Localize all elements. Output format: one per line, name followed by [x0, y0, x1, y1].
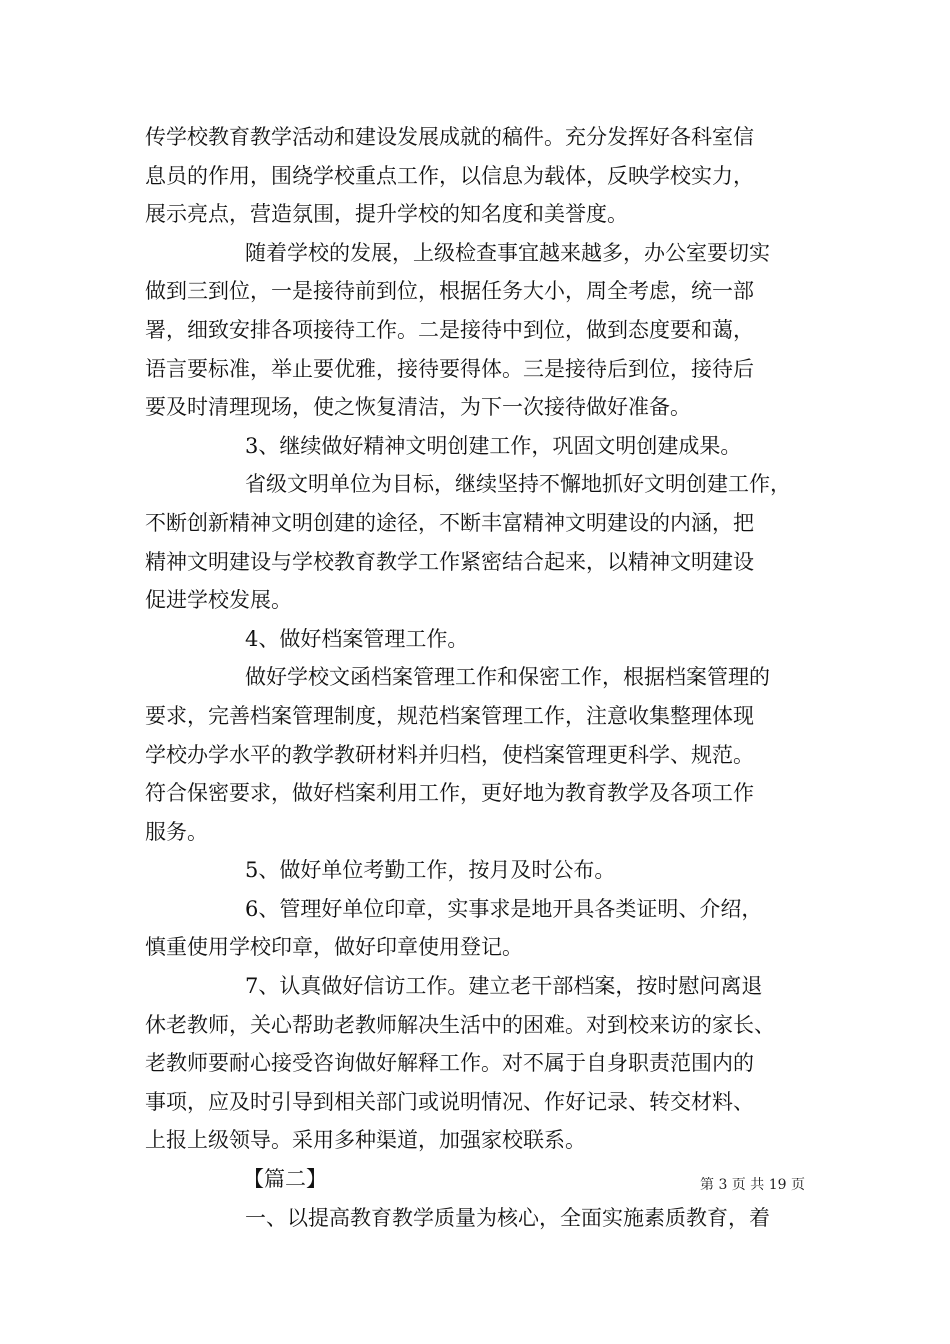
- text-line: 学校办学水平的教学教研材料并归档，使档案管理更科学、规范。: [145, 742, 754, 767]
- text-line: 老教师要耐心接受咨询做好解释工作。对不属于自身职责范围内的: [145, 1051, 754, 1076]
- page-number-footer: 第 3 页 共 19 页: [700, 1177, 805, 1193]
- text-line: 传学校教育教学活动和建设发展成就的稿件。充分发挥好各科室信: [145, 125, 754, 149]
- section-heading-3: 3、继续做好精神文明创建工作，巩固文明创建成果。: [245, 433, 742, 458]
- text-line: 语言要标准，举止要优雅，接待要得体。三是接待后到位，接待后: [145, 356, 754, 381]
- text-line: 符合保密要求，做好档案利用工作，更好地为教育教学及各项工作: [145, 781, 754, 806]
- text-line: 署，细致安排各项接待工作。二是接待中到位，做到态度要和蔼，: [145, 317, 754, 342]
- section-heading-7: 7、认真做好信访工作。建立老干部档案，按时慰问离退: [245, 974, 763, 999]
- text-line: 要及时清理现场，使之恢复清洁，为下一次接待做好准备。: [145, 395, 691, 420]
- section-heading-4: 4、做好档案管理工作。: [245, 626, 469, 651]
- paragraph-start-line: 一、以提高教育教学质量为核心，全面实施素质教育，着: [245, 1205, 770, 1230]
- paragraph-start-line: 省级文明单位为目标，继续坚持不懈地抓好文明创建工作，: [245, 472, 791, 497]
- text-line: 精神文明建设与学校教育教学工作紧密结合起来，以精神文明建设: [145, 549, 754, 574]
- text-line: 不断创新精神文明创建的途径，不断丰富精神文明建设的内涵，把: [145, 510, 754, 535]
- text-line: 促进学校发展。: [145, 588, 292, 613]
- section-heading-6: 6、管理好单位印章，实事求是地开具各类证明、介绍，: [245, 896, 763, 921]
- text-line: 事项，应及时引导到相关部门或说明情况、作好记录、转交材料、: [145, 1089, 754, 1114]
- text-line: 慎重使用学校印章，做好印章使用登记。: [145, 935, 523, 960]
- text-line: 服务。: [145, 819, 208, 844]
- document-body: [145, 118, 815, 1237]
- text-line: 展示亮点，营造氛围，提升学校的知名度和美誉度。: [145, 202, 628, 227]
- paragraph-start-line: 随着学校的发展，上级检查事宜越来越多，办公室要切实: [245, 240, 770, 265]
- section-heading-5: 5、做好单位考勤工作，按月及时公布。: [245, 858, 616, 883]
- text-line: 做到三到位，一是接待前到位，根据任务大小，周全考虑，统一部: [145, 279, 754, 304]
- text-line: 休老教师，关心帮助老教师解决生活中的困难。对到校来访的家长、: [145, 1012, 775, 1037]
- text-line: 息员的作用，围绕学校重点工作，以信息为载体，反映学校实力，: [145, 163, 754, 188]
- part-two-heading: 【篇二】: [243, 1167, 327, 1192]
- paragraph-start-line: 做好学校文函档案管理工作和保密工作，根据档案管理的: [245, 665, 770, 690]
- text-line: 要求，完善档案管理制度，规范档案管理工作，注意收集整理体现: [145, 703, 754, 728]
- text-line: 上报上级领导。采用多种渠道，加强家校联系。: [145, 1128, 586, 1153]
